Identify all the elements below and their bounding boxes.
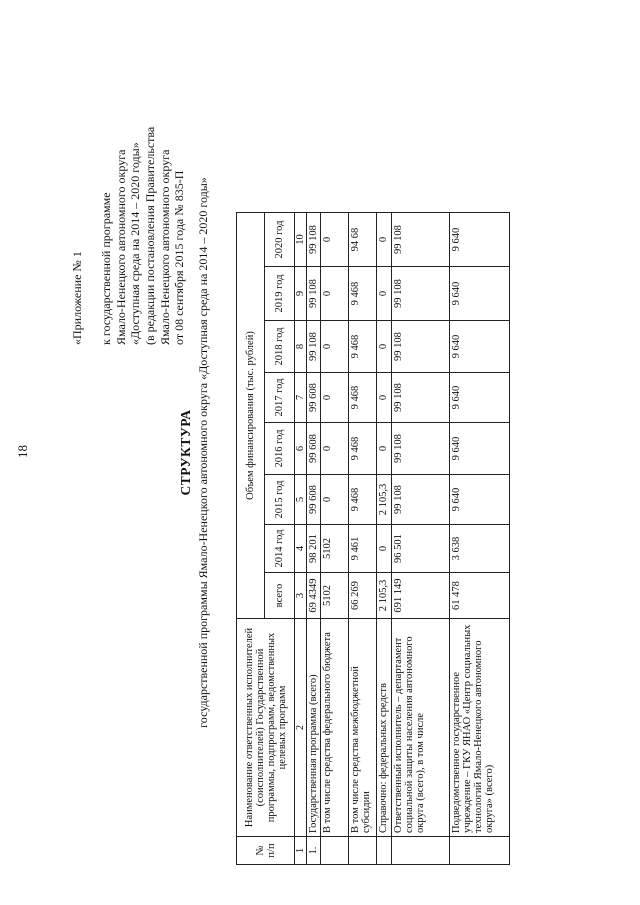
- header-name: Наименование ответственных исполнителей (соисполнителей) Государственной программы, подпрограмм, ведомственных целевых программ: [237, 619, 295, 837]
- row-name: Государственная программа (всего): [307, 619, 321, 837]
- cell-value: 9 640: [450, 213, 510, 267]
- cell-value: 5102: [321, 573, 349, 619]
- row-name: Подведомственное государственное учреждение – ГКУ ЯНАО «Центр социальных технологий Ямало-Ненецкого автономного округа» (всего): [450, 619, 510, 837]
- column-number: 1: [295, 837, 307, 865]
- cell-value: 99 108: [392, 267, 450, 321]
- table-row: [321, 213, 349, 865]
- cell-value: 66 269: [349, 573, 377, 619]
- header-number: № п/п: [237, 837, 295, 865]
- column-number: 4: [295, 525, 307, 573]
- cell-value: 0: [377, 373, 392, 423]
- document-subtitle: государственной программы Ямало-Ненецкого автономного округа «Доступная среда на 2014 – 2020 годы»: [196, 177, 210, 728]
- appendix-line: Ямало-Ненецкого автономного округа: [113, 149, 128, 345]
- cell-value: 0: [377, 321, 392, 373]
- cell-value: 9 468: [349, 321, 377, 373]
- cell-value: 61 478: [450, 573, 510, 619]
- cell-value: 9 640: [450, 321, 510, 373]
- appendix-line: [85, 15, 100, 345]
- row-name: Ответственный исполнитель – департамент социальной защиты населения автономного округа (всего), в том числе: [392, 619, 450, 837]
- header-year: 2017 год: [265, 373, 295, 423]
- cell-value: 0: [377, 213, 392, 267]
- row-name: В том числе средства федерального бюджета: [321, 619, 349, 837]
- appendix-line: Ямало-Ненецкого автономного округа: [157, 149, 172, 345]
- page-number: 18: [15, 445, 30, 458]
- cell-value: 99 608: [307, 373, 321, 423]
- appendix-line: «Доступная среда на 2014 – 2020 годы»: [128, 142, 143, 345]
- cell-value: 0: [321, 423, 349, 475]
- cell-value: 99 108: [392, 373, 450, 423]
- column-number: 6: [295, 423, 307, 475]
- cell-value: 691 149: [392, 573, 450, 619]
- cell-value: 9 640: [450, 423, 510, 475]
- cell-value: 9 468: [349, 267, 377, 321]
- row-number: 1.: [307, 837, 321, 865]
- column-number: 5: [295, 475, 307, 525]
- appendix-line: «Приложение № 1: [70, 251, 84, 345]
- cell-value: 2 105,3: [377, 573, 392, 619]
- table-row: [392, 213, 450, 865]
- appendix-line: к государственной программе: [99, 192, 114, 345]
- row-name: Справочно: федеральных средств: [377, 619, 392, 837]
- document-title: СТРУКТУРА: [178, 409, 193, 496]
- cell-value: 98 201: [307, 525, 321, 573]
- cell-value: 94 68: [349, 213, 377, 267]
- column-number: 3: [295, 573, 307, 619]
- cell-value: 5102: [321, 525, 349, 573]
- row-number: [392, 837, 450, 865]
- cell-value: 99 108: [307, 267, 321, 321]
- row-name: В том числе средства межбюджетной субсидии: [349, 619, 377, 837]
- cell-value: 3 638: [450, 525, 510, 573]
- column-number-row: [295, 213, 307, 865]
- column-number: 9: [295, 267, 307, 321]
- cell-value: 9 468: [349, 373, 377, 423]
- row-number: [377, 837, 392, 865]
- header-year: 2018 год: [265, 321, 295, 373]
- table-row: [349, 213, 377, 865]
- appendix-note: [70, 15, 187, 345]
- cell-value: 99 108: [392, 321, 450, 373]
- table-row: [377, 213, 392, 865]
- cell-value: 0: [321, 373, 349, 423]
- appendix-line: от 08 сентября 2015 года № 835-П: [172, 170, 187, 345]
- cell-value: 0: [377, 423, 392, 475]
- header-year: 2014 год: [265, 525, 295, 573]
- header-total: всего: [265, 573, 295, 619]
- cell-value: 9 468: [349, 475, 377, 525]
- cell-value: 99 108: [392, 423, 450, 475]
- cell-value: 0: [321, 213, 349, 267]
- header-year: 2016 год: [265, 423, 295, 475]
- cell-value: 9 640: [450, 373, 510, 423]
- column-number: 7: [295, 373, 307, 423]
- header-year: 2020 год: [265, 213, 295, 267]
- column-number: 2: [295, 619, 307, 837]
- cell-value: 99 108: [392, 213, 450, 267]
- cell-value: 99 608: [307, 475, 321, 525]
- appendix-line: (в редакции постановления Правительства: [142, 126, 157, 345]
- header-funding: Объем финансирования (тыс. рублей): [237, 213, 265, 619]
- table-row: [450, 213, 510, 865]
- cell-value: 9 640: [450, 475, 510, 525]
- cell-value: 99 608: [307, 423, 321, 475]
- cell-value: 0: [321, 321, 349, 373]
- row-number: [321, 837, 349, 865]
- column-number: 10: [295, 213, 307, 267]
- cell-value: 0: [377, 525, 392, 573]
- cell-value: 0: [377, 267, 392, 321]
- cell-value: 0: [321, 475, 349, 525]
- table-row: [307, 213, 321, 865]
- header-year: 2019 год: [265, 267, 295, 321]
- column-number: 8: [295, 321, 307, 373]
- structure-table: [236, 212, 510, 865]
- row-number: [450, 837, 510, 865]
- row-number: [349, 837, 377, 865]
- cell-value: 99 108: [307, 321, 321, 373]
- cell-value: 69 4349: [307, 573, 321, 619]
- cell-value: 9 640: [450, 267, 510, 321]
- cell-value: 9 468: [349, 423, 377, 475]
- cell-value: 0: [321, 267, 349, 321]
- cell-value: 96 501: [392, 525, 450, 573]
- cell-value: 9 461: [349, 525, 377, 573]
- cell-value: 99 108: [392, 475, 450, 525]
- header-year: 2015 год: [265, 475, 295, 525]
- cell-value: 2 105,3: [377, 475, 392, 525]
- cell-value: 99 108: [307, 213, 321, 267]
